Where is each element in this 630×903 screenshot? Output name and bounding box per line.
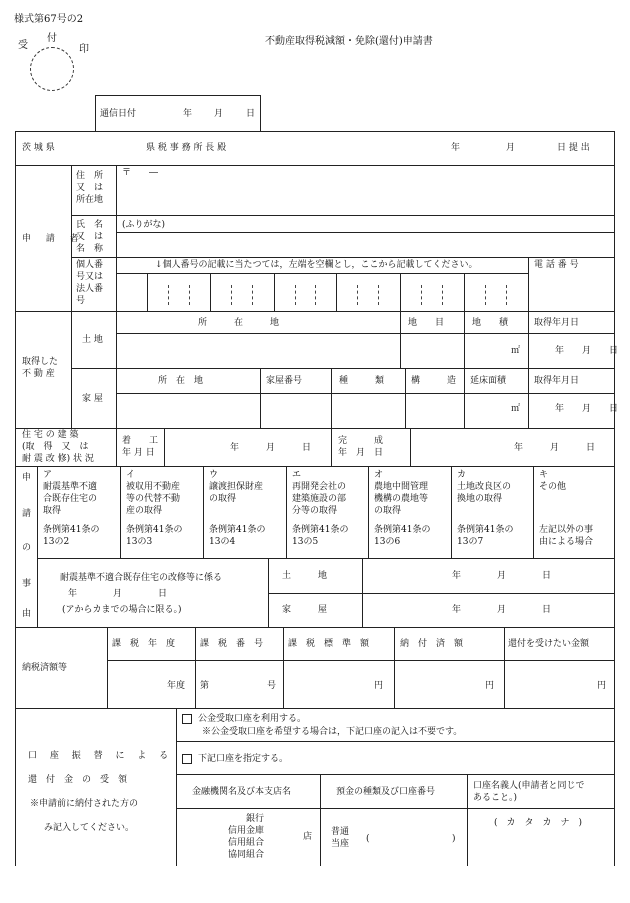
- reason-option-ka: カ 土地改良区の 換地の取得: [457, 470, 512, 504]
- reason-option-u: ウ 譲渡担保財産 の取得: [209, 470, 264, 504]
- reason-option-i: イ 被収用不動産 等の代替不動 産の取得: [126, 470, 181, 516]
- checkbox-public-account[interactable]: [182, 714, 192, 724]
- option-public-account[interactable]: 公金受取口座を利用する。: [182, 713, 306, 725]
- checkbox-specified-account[interactable]: [182, 754, 192, 764]
- form-title: 不動産取得税減額・免除(還付)申請書: [265, 36, 433, 47]
- reason-option-ki: キ その他: [539, 470, 567, 492]
- form-number: 様式第67号の2: [14, 14, 84, 25]
- reason-option-e: エ 再開発会社の 建築施設の部 分等の取得: [292, 470, 347, 516]
- reason-option-o: オ 農地中間管理 機構の農地等 の取得: [374, 470, 429, 516]
- id-note: ↓個人番号の記載に当たつては，左端を空欄とし，ここから記載してください。: [155, 260, 478, 270]
- postal-mark: 〒 ―: [122, 168, 159, 178]
- option-specified-account[interactable]: 下記口座を指定する。: [182, 753, 288, 765]
- reason-option-a: ア 耐震基準不適 合既存住宅の 取得: [43, 470, 98, 516]
